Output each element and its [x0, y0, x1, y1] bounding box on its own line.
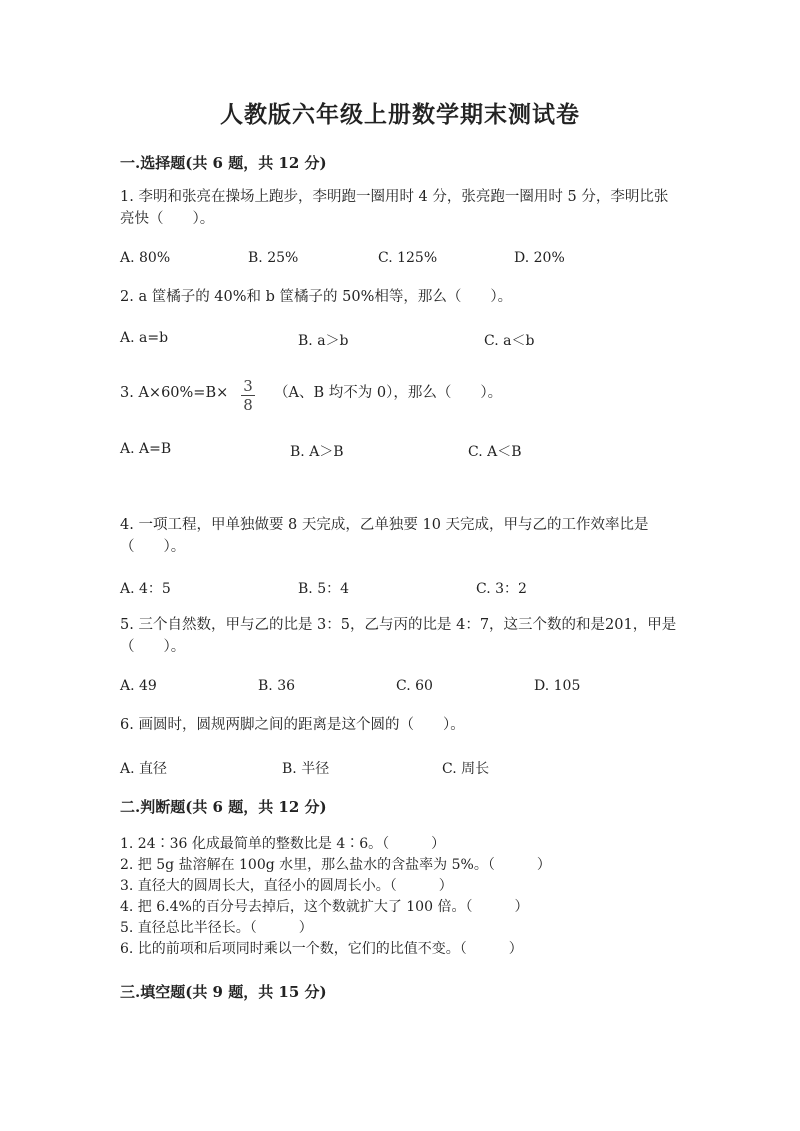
q4-option-b: B. 5：4: [298, 581, 350, 597]
q6-option-b: B. 半径: [282, 761, 330, 777]
q5-option-d: D. 105: [534, 678, 581, 694]
q1-option-c: C. 125%: [378, 250, 438, 266]
q1-option-d: D. 20%: [514, 250, 565, 266]
question-2: 2. a 筐橘子的 40%和 b 筐橘子的 50%相等，那么（ ）。: [120, 289, 513, 305]
question-1: 1. 李明和张亮在操场上跑步，李明跑一圈用时 4 分，张亮跑一圈用时 5 分，李明比张亮快（ ）。: [120, 189, 669, 227]
q4-option-a: A. 4：5: [120, 581, 171, 597]
q5-option-b: B. 36: [258, 678, 296, 694]
judge-item-4: 4. 把 6.4%的百分号去掉后，这个数就扩大了 100 倍。（ ）: [120, 899, 529, 915]
question-3-suffix: （A、B 均不为 0），那么（ ）。: [274, 385, 503, 401]
q3-option-a: A. A=B: [120, 441, 172, 457]
question-3-prefix: 3. A×60%=B×: [120, 385, 229, 401]
judge-item-3: 3. 直径大的圆周长大，直径小的圆周长小。（ ）: [120, 878, 453, 894]
fraction-denominator: 8: [243, 396, 253, 414]
q5-option-a: A. 49: [120, 678, 157, 694]
q2-option-c: C. a＜b: [484, 333, 535, 349]
section-heading-fill: 三.填空题(共 9 题，共 15 分): [120, 983, 327, 1001]
judge-item-5: 5. 直径总比半径长。（ ）: [120, 920, 313, 936]
q2-option-b: B. a＞b: [298, 333, 349, 349]
q4-option-c: C. 3：2: [476, 581, 527, 597]
section-heading-judge: 二.判断题(共 6 题，共 12 分): [120, 798, 327, 816]
fraction-three-eighths: [238, 377, 258, 414]
q5-option-c: C. 60: [396, 678, 433, 694]
q6-option-c: C. 周长: [442, 761, 490, 777]
q3-option-c: C. A＜B: [468, 444, 522, 460]
q1-option-b: B. 25%: [248, 250, 299, 266]
q2-option-a: A. a=b: [120, 330, 169, 346]
question-5: 5. 三个自然数，甲与乙的比是 3：5，乙与丙的比是 4：7，这三个数的和是201，甲是（ ）。: [120, 617, 677, 655]
section-heading-choice: 一.选择题(共 6 题，共 12 分): [120, 154, 327, 172]
judge-item-6: 6. 比的前项和后项同时乘以一个数，它们的比值不变。（ ）: [120, 941, 523, 957]
q1-option-a: A. 80%: [120, 250, 171, 266]
q6-option-a: A. 直径: [120, 761, 168, 777]
fraction-numerator: 3: [243, 377, 253, 395]
q3-option-b: B. A＞B: [290, 444, 344, 460]
page-title: 人教版六年级上册数学期末测试卷: [220, 101, 580, 128]
question-6: 6. 画圆时，圆规两脚之间的距离是这个圆的（ ）。: [120, 717, 465, 733]
judge-item-2: 2. 把 5g 盐溶解在 100g 水里，那么盐水的含盐率为 5%。（ ）: [120, 857, 551, 873]
judge-item-1: 1. 24∶36 化成最简单的整数比是 4∶6。（ ）: [120, 836, 446, 852]
question-4: 4. 一项工程，甲单独做要 8 天完成，乙单独要 10 天完成，甲与乙的工作效率比是（ ）。: [120, 517, 649, 555]
